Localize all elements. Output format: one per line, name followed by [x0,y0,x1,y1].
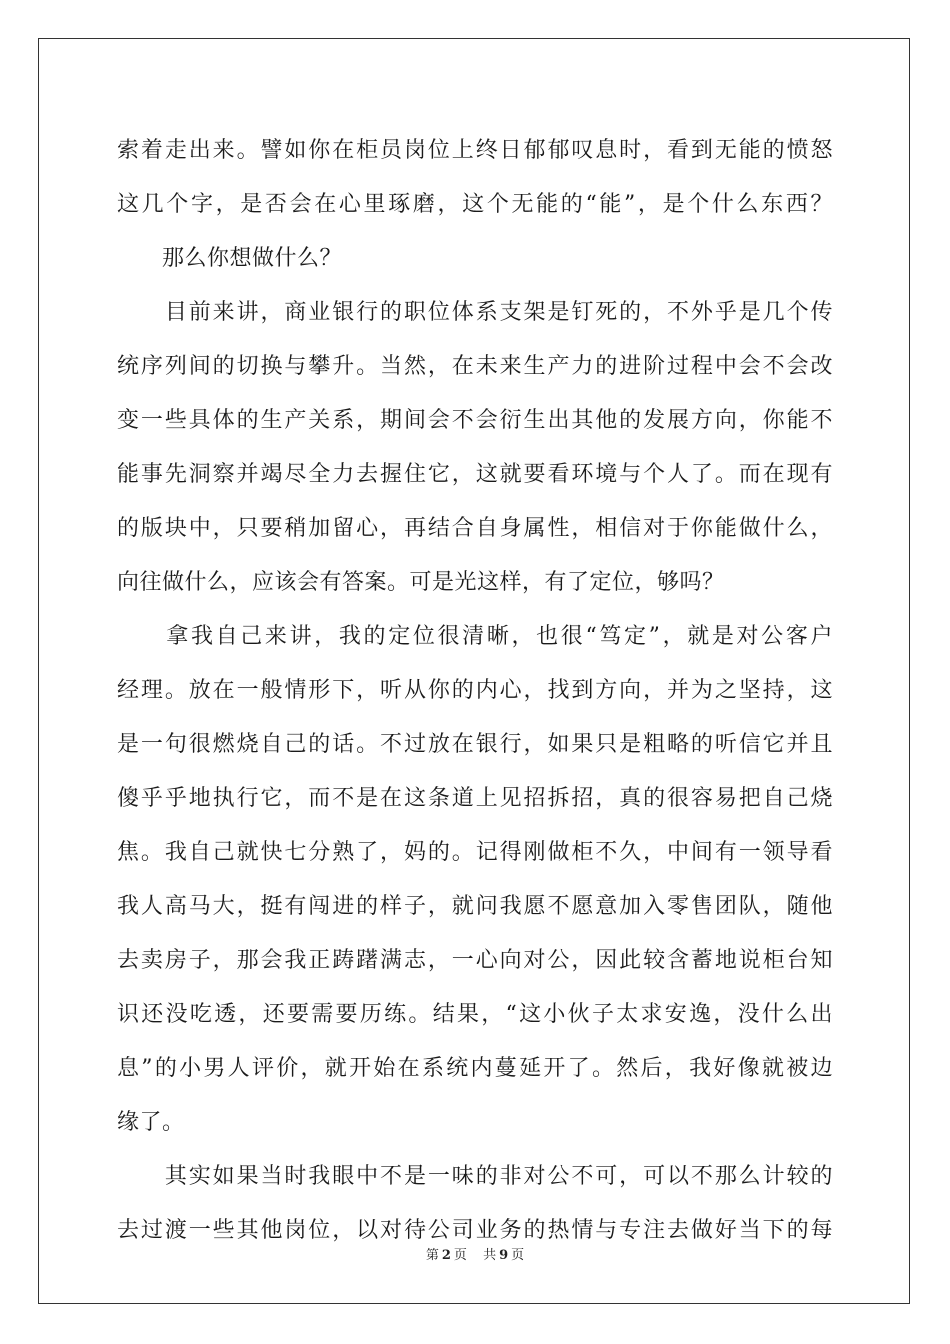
page-indicator [423,1244,470,1263]
text-line: 傻乎乎地执行它，而不是在这条道上见招拆招，真的很容易把自己烧 [117,786,833,811]
text-line: 那么你想做什么？ [117,246,343,271]
document-body [117,124,833,1258]
total-pages: 9 [499,1248,509,1263]
total-indicator [480,1244,527,1263]
page-prefix: 第 [425,1248,439,1263]
text-line: 索着走出来。譬如你在柜员岗位上终日郁郁叹息时，看到无能的愤怒 [117,138,833,163]
text-line: 缘了。 [117,1110,185,1135]
text-line: 经理。放在一般情形下，听从你的内心，找到方向，并为之坚持，这 [117,678,833,703]
text-line: 我人高马大，挺有闯进的样子，就问我愿不愿意加入零售团队，随他 [117,894,833,919]
text-line: 焦。我自己就快七分熟了，妈的。记得刚做柜不久，中间有一领导看 [117,840,833,865]
text-line: 是一句很燃烧自己的话。不过放在银行，如果只是粗略的听信它并且 [117,732,833,757]
text-line: 目前来讲，商业银行的职位体系支架是钉死的，不外乎是几个传 [117,300,833,325]
text-line: 拿我自己来讲，我的定位很清晰，也很“笃定”，就是对公客户 [117,624,833,649]
text-line: 向往做什么，应该会有答案。可是光这样，有了定位，够吗？ [117,570,725,595]
text-line: 去过渡一些其他岗位，以对待公司业务的热情与专注去做好当下的每 [117,1218,833,1243]
text-line: 这几个字，是否会在心里琢磨，这个无能的“能”，是个什么东西？ [117,192,833,217]
total-prefix: 共 [483,1248,497,1263]
page-suffix: 页 [453,1248,467,1263]
text-line: 统序列间的切换与攀升。当然，在未来生产力的进阶过程中会不会改 [117,354,833,379]
text-line: 其实如果当时我眼中不是一味的非对公不可，可以不那么计较的 [117,1164,833,1189]
text-line: 识还没吃透，还要需要历练。结果，“这小伙子太求安逸，没什么出 [117,1002,833,1027]
page-footer [0,1244,950,1263]
text-line: 息”的小男人评价，就开始在系统内蔓延开了。然后，我好像就被边 [117,1056,833,1081]
text-line: 能事先洞察并竭尽全力去握住它，这就要看环境与个人了。而在现有 [117,462,833,487]
text-line: 去卖房子，那会我正踌躇满志，一心向对公，因此较含蓄地说柜台知 [117,948,833,973]
text-line: 变一些具体的生产关系，期间会不会衍生出其他的发展方向，你能不 [117,408,833,433]
page-number: 2 [441,1248,451,1263]
total-suffix: 页 [511,1248,525,1263]
text-line: 的版块中，只要稍加留心，再结合自身属性，相信对于你能做什么， [117,516,833,541]
